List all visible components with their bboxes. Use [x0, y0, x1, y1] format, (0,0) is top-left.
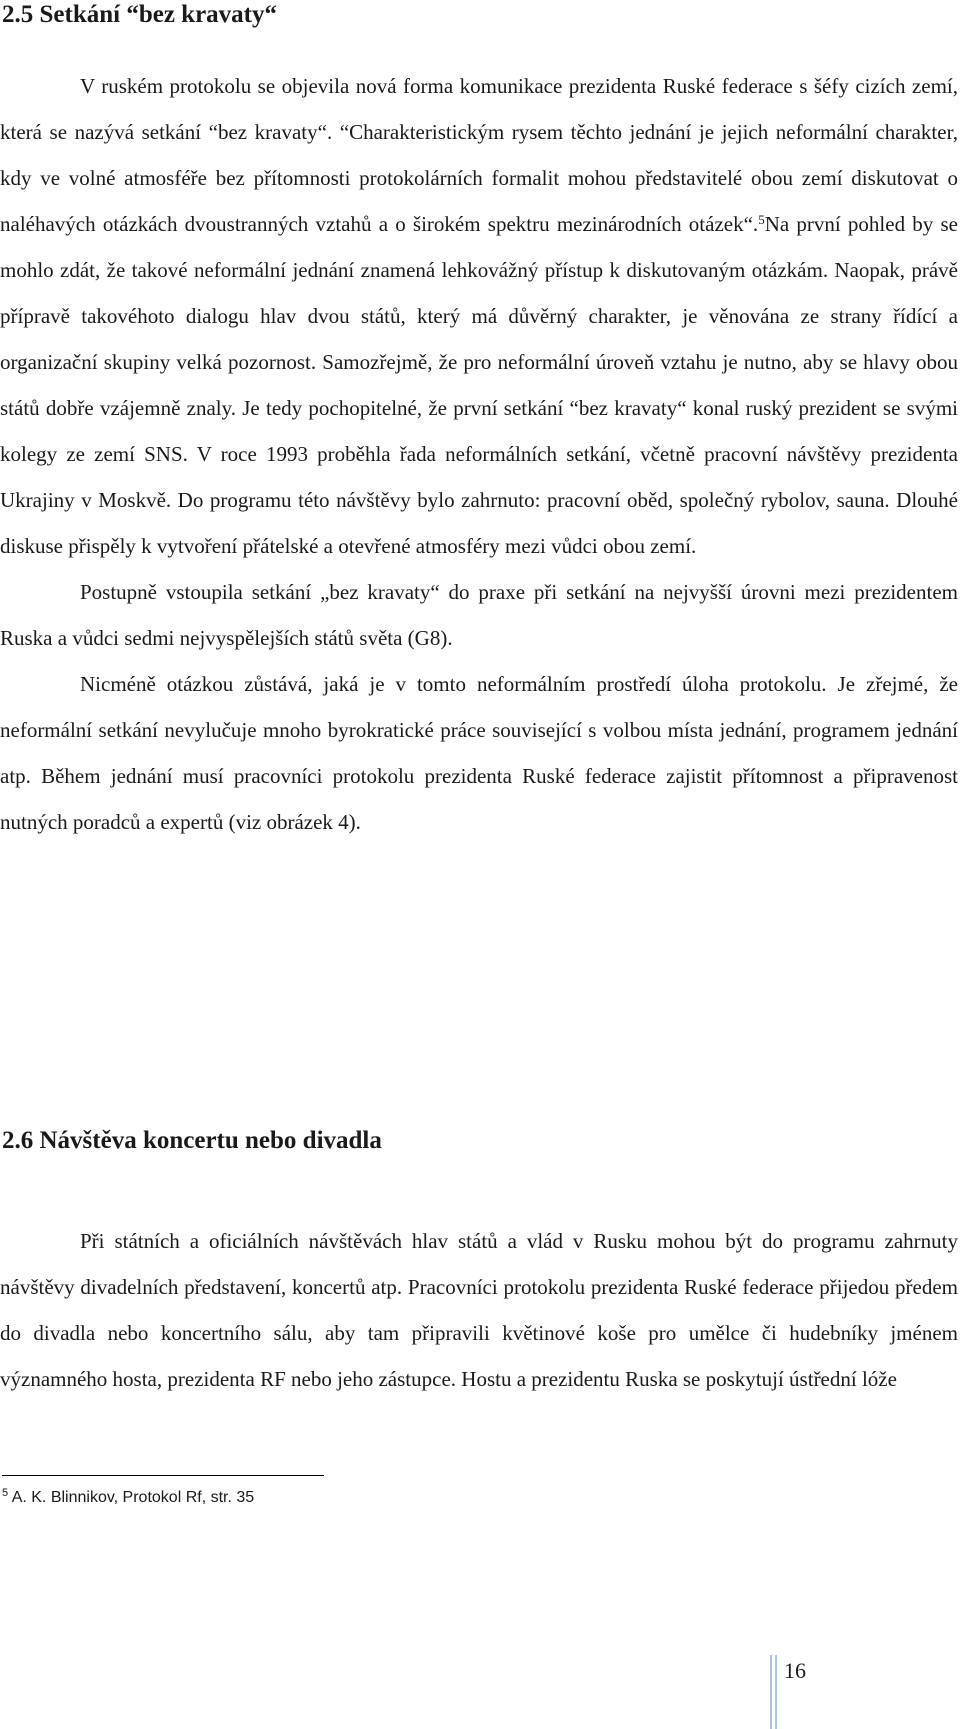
section-2-6-body: [0, 1218, 958, 1402]
paragraph-1-text-b: Na první pohled by se mohlo zdát, že takové neformální jednání znamená lehkovážný přístup k diskutovaným otázkám. Naopak, právě přípravě takovéhoto dialogu hlav dvou států, který má důvěrný charakter, je věnována ze strany řídící a organizační skupiny velká pozornost. Samozřejmě, že pro neformální úroveň vztahu je nutno, aby se hlavy obou států dobře vzájemně znaly. Je tedy pochopitelné, že první setkání “bez kravaty“ konal ruský prezident se svými kolegy ze zemí SNS. V roce 1993 proběhla řada neformálních setkání, včetně pracovní návštěvy prezidenta Ukrajiny v Moskvě. Do programu této návštěvy bylo zahrnuto: pracovní oběd, společný rybolov, sauna. Dlouhé diskuse přispěly k vytvoření přátelské a otevřené atmosféry mezi vůdci obou zemí.: [0, 212, 958, 558]
paragraph-3: Nicméně otázkou zůstává, jaká je v tomto neformálním prostředí úloha protokolu. Je zřejmé, že neformální setkání nevylučuje mnoho byrokratické práce související s volbou místa jednání, programem jednání atp. Během jednání musí pracovníci protokolu prezidenta Ruské federace zajistit přítomnost a připravenost nutných poradců a expertů (viz obrázek 4).: [0, 672, 958, 834]
paragraph-1-text-a: V ruském protokolu se objevila nová forma komunikace prezidenta Ruské federace s šéfy cizích zemí, která se nazývá setkání “bez kravaty“. “Charakteristickým rysem těchto jednání je jejich neformální charakter, kdy ve volné atmosféře bez přítomnosti protokolárních formalit mohou představitelé obou zemí diskutovat o naléhavých otázkách dvoustranných vztahů a o širokém spektru mezinárodních otázek“.: [0, 74, 958, 236]
paragraph-1: [0, 63, 958, 569]
section-2-5-body: [0, 63, 958, 845]
footnote: [2, 1488, 254, 1508]
section-heading-2-6: 2.6 Návštěva koncertu nebo divadla: [2, 1127, 382, 1154]
section-heading-2-5: 2.5 Setkání “bez kravaty“: [2, 1, 277, 28]
footnote-separator: [2, 1475, 324, 1476]
page-number-bar: [770, 1655, 772, 1729]
paragraph-2: Postupně vstoupila setkání „bez kravaty“ do praxe při setkání na nejvyšší úrovni mezi prezidentem Ruska a vůdci sedmi nejvyspělejších států světa (G8).: [0, 580, 958, 650]
paragraph-4: Při státních a oficiálních návštěvách hlav států a vlád v Rusku mohou být do programu zahrnuty návštěvy divadelních představení, koncertů atp. Pracovníci protokolu prezidenta Ruské federace přijedou předem do divadla nebo koncertního sálu, aby tam připravili květinové koše pro umělce či hudebníky jménem významného hosta, prezidenta RF nebo jeho zástupce. Hostu a prezidentu Ruska se poskytují ústřední lóže: [0, 1229, 958, 1391]
footnote-text: A. K. Blinnikov, Protokol Rf, str. 35: [8, 1489, 255, 1506]
footnote-number: 5: [2, 1487, 9, 1499]
footnote-reference[interactable]: 5: [758, 212, 765, 227]
page-number: 16: [784, 1658, 806, 1683]
page-number-bar: [775, 1655, 777, 1729]
